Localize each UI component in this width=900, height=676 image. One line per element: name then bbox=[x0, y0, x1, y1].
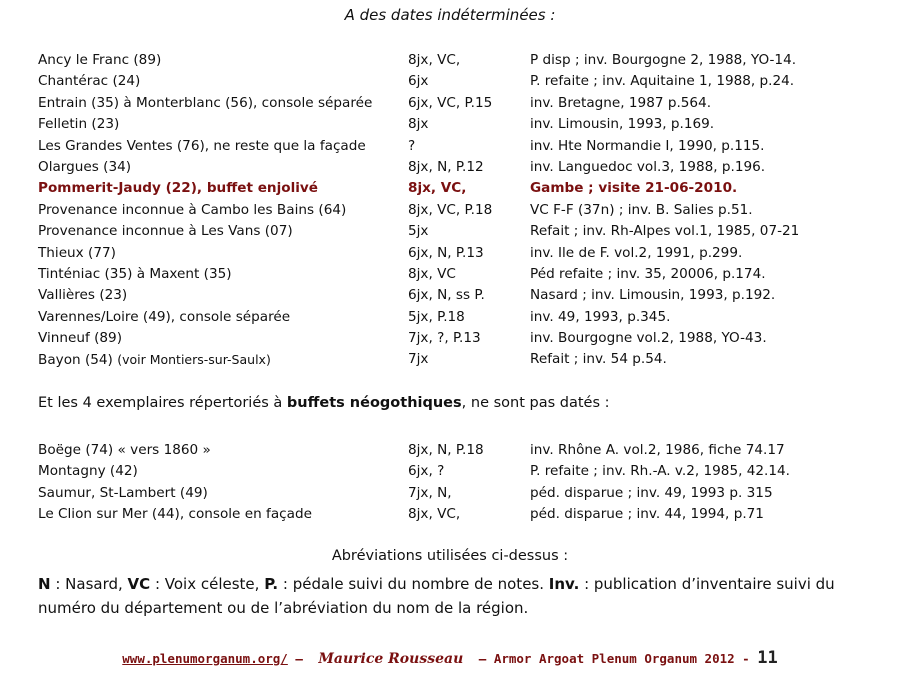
organ-specification: 5jx, P.18 bbox=[408, 308, 465, 325]
abbr-key-inv: Inv. bbox=[548, 575, 580, 593]
organ-reference: inv. Limousin, 1993, p.169. bbox=[530, 116, 715, 133]
organ-location bbox=[38, 285, 127, 306]
location-name: Bayon (54) bbox=[38, 352, 118, 369]
table-row bbox=[38, 264, 878, 285]
table-row bbox=[38, 200, 878, 221]
location-name: Provenance inconnue à Les Vans (07) bbox=[38, 223, 293, 240]
table-row bbox=[38, 504, 878, 525]
table-row bbox=[38, 461, 878, 482]
organ-location bbox=[38, 243, 116, 264]
organ-specification: 8jx, N, P.12 bbox=[408, 158, 484, 175]
organ-reference: inv. Bourgogne vol.2, 1988, YO-43. bbox=[530, 330, 767, 347]
table-row bbox=[38, 328, 878, 349]
table-row bbox=[38, 71, 878, 92]
footer-dash: – bbox=[287, 651, 311, 666]
location-name: Tinténiac (35) à Maxent (35) bbox=[38, 265, 232, 282]
undated-organs-list bbox=[38, 50, 878, 371]
table-row bbox=[38, 50, 878, 71]
location-name: Provenance inconnue à Cambo les Bains (64) bbox=[38, 201, 347, 218]
abbreviations-title: Abréviations utilisées ci-dessus : bbox=[331, 548, 569, 564]
abbr-text-n: : Nasard, bbox=[50, 575, 128, 593]
table-row bbox=[38, 349, 878, 370]
organ-location bbox=[38, 178, 318, 199]
organ-location bbox=[38, 221, 293, 242]
location-name: Felletin (23) bbox=[38, 116, 120, 133]
location-name: Pommerit-Jaudy (22), buffet enjolivé bbox=[38, 180, 318, 197]
organ-reference: inv. Ile de F. vol.2, 1991, p.299. bbox=[530, 244, 743, 261]
abbr-text-p: : pédale suivi du nombre de notes. bbox=[278, 575, 549, 593]
abbr-key-n: N bbox=[38, 575, 51, 593]
location-name: Chantérac (24) bbox=[38, 73, 141, 90]
organ-location bbox=[38, 307, 290, 328]
organ-location bbox=[38, 93, 372, 114]
table-row bbox=[38, 285, 878, 306]
organ-specification: 8jx, VC, P.18 bbox=[408, 201, 493, 218]
location-name: Entrain (35) à Monterblanc (56), console séparée bbox=[38, 94, 373, 111]
organ-specification: 7jx, N, bbox=[408, 484, 452, 501]
organ-reference: péd. disparue ; inv. 44, 1994, p.71 bbox=[530, 506, 764, 523]
location-name: Boëge (74) « vers 1860 » bbox=[38, 442, 211, 458]
organ-specification: 7jx, ?, P.13 bbox=[408, 330, 481, 347]
organ-location bbox=[38, 200, 346, 221]
organ-specification: 8jx, VC bbox=[408, 265, 456, 282]
organ-reference: inv. Languedoc vol.3, 1988, p.196. bbox=[530, 158, 766, 175]
location-name: Saumur, St-Lambert (49) bbox=[38, 484, 208, 501]
organ-specification: 5jx bbox=[408, 223, 429, 240]
author-name: Maurice Rousseau bbox=[318, 651, 464, 667]
abbreviations-text bbox=[38, 572, 878, 620]
organ-reference: P. refaite ; inv. Aquitaine 1, 1988, p.24. bbox=[530, 73, 795, 90]
table-row bbox=[38, 93, 878, 114]
table-row bbox=[38, 307, 878, 328]
organ-specification: 8jx, VC, bbox=[408, 52, 461, 68]
organ-reference: inv. Rhône A. vol.2, 1986, fiche 74.17 bbox=[530, 442, 785, 458]
location-name: Ancy le Franc (89) bbox=[38, 52, 162, 68]
organ-specification: 8jx bbox=[408, 116, 429, 133]
location-name: Les Grandes Ventes (76), ne reste que la façade bbox=[38, 137, 366, 154]
intro-text-before: Et les 4 exemplaires répertoriés à bbox=[38, 395, 287, 411]
location-name: Vinneuf (89) bbox=[38, 330, 122, 347]
organ-reference: P disp ; inv. Bourgogne 2, 1988, YO-14. bbox=[530, 52, 797, 68]
organ-specification: 8jx, N, P.18 bbox=[408, 442, 484, 458]
organ-specification: 6jx, N, P.13 bbox=[408, 244, 484, 261]
organ-specification: 6jx, VC, P.15 bbox=[408, 94, 493, 111]
organ-location bbox=[38, 50, 161, 71]
organ-reference: péd. disparue ; inv. 49, 1993 p. 315 bbox=[530, 484, 773, 501]
organ-specification: 6jx, ? bbox=[408, 463, 445, 480]
organ-location bbox=[38, 483, 208, 504]
table-row bbox=[38, 178, 878, 199]
abbr-key-p: P. bbox=[264, 575, 279, 593]
location-name: Le Clion sur Mer (44), console en façade bbox=[38, 506, 312, 523]
organ-location bbox=[38, 328, 122, 349]
organ-reference: Refait ; inv. 54 p.54. bbox=[530, 351, 667, 368]
organ-reference: Gambe ; visite 21-06-2010. bbox=[530, 180, 738, 197]
organ-location bbox=[38, 440, 211, 461]
publication-name: Armor Argoat Plenum Organum 2012 - bbox=[493, 651, 758, 666]
organ-location bbox=[38, 349, 271, 371]
location-name: Varennes/Loire (49), console séparée bbox=[38, 308, 291, 325]
organ-location bbox=[38, 71, 140, 92]
organ-reference: inv. Bretagne, 1987 p.564. bbox=[530, 94, 712, 111]
page-number: 11 bbox=[757, 648, 778, 668]
neogothic-intro bbox=[38, 395, 610, 411]
organ-reference: inv. 49, 1993, p.345. bbox=[530, 308, 671, 325]
organ-reference: Péd refaite ; inv. 35, 20006, p.174. bbox=[530, 265, 766, 282]
abbr-key-vc: VC bbox=[127, 575, 151, 593]
organ-specification: 6jx, N, ss P. bbox=[408, 287, 485, 304]
organ-location bbox=[38, 264, 232, 285]
organ-specification: 7jx bbox=[408, 351, 429, 368]
organ-location bbox=[38, 504, 312, 525]
intro-text-after: , ne sont pas datés : bbox=[461, 395, 610, 411]
table-row bbox=[38, 483, 878, 504]
organ-reference: Nasard ; inv. Limousin, 1993, p.192. bbox=[530, 287, 776, 304]
organ-location bbox=[38, 136, 366, 157]
location-name: Olargues (34) bbox=[38, 158, 132, 175]
section-title: A des dates indéterminées : bbox=[344, 6, 556, 24]
organ-location bbox=[38, 114, 119, 135]
organ-reference: Refait ; inv. Rh-Alpes vol.1, 1985, 07-21 bbox=[530, 223, 800, 240]
table-row bbox=[38, 157, 878, 178]
table-row bbox=[38, 221, 878, 242]
organ-location bbox=[38, 157, 131, 178]
organ-specification: 8jx, VC, bbox=[408, 180, 467, 197]
location-note: (voir Montiers-sur-Saulx) bbox=[117, 352, 271, 368]
website-link[interactable]: www.plenumorganum.org/ bbox=[122, 651, 288, 666]
table-row bbox=[38, 440, 878, 461]
abbr-text-vc: : Voix céleste, bbox=[150, 575, 265, 593]
organ-reference: VC F-F (37n) ; inv. B. Salies p.51. bbox=[530, 201, 753, 218]
neogothic-organs-list bbox=[38, 440, 878, 526]
table-row bbox=[38, 136, 878, 157]
organ-location bbox=[38, 461, 138, 482]
table-row bbox=[38, 243, 878, 264]
footer-dash: – bbox=[471, 651, 494, 666]
organ-reference: P. refaite ; inv. Rh.-A. v.2, 1985, 42.14. bbox=[530, 463, 790, 480]
location-name: Vallières (23) bbox=[38, 287, 128, 304]
organ-specification: 8jx, VC, bbox=[408, 506, 461, 523]
organ-specification: ? bbox=[408, 137, 416, 154]
page-footer bbox=[0, 648, 900, 668]
intro-text-bold: buffets néogothiques bbox=[286, 395, 462, 411]
location-name: Thieux (77) bbox=[38, 244, 116, 261]
location-name: Montagny (42) bbox=[38, 463, 138, 480]
abbr-text-inv: : publication d’inventaire suivi du numéro du département ou de l’abréviation du nom de la région. bbox=[38, 575, 835, 617]
organ-reference: inv. Hte Normandie I, 1990, p.115. bbox=[530, 137, 765, 154]
organ-specification: 6jx bbox=[408, 73, 429, 90]
table-row bbox=[38, 114, 878, 135]
